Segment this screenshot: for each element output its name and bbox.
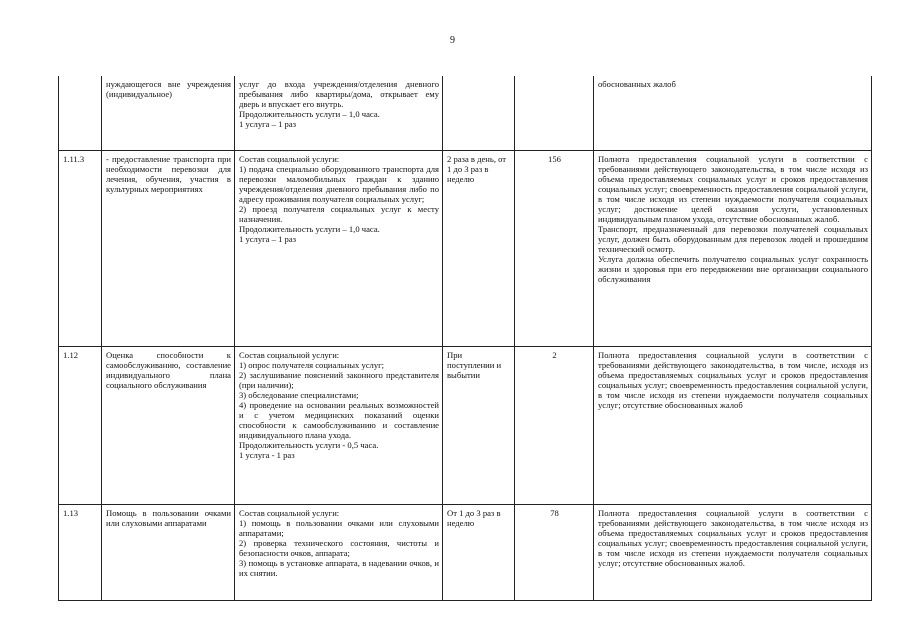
service-period: От 1 до 3 раз в неделю	[447, 507, 501, 528]
content-line: Продолжительность услуги – 1,0 часа.	[239, 109, 380, 120]
table-row	[59, 150, 872, 346]
service-name: Помощь в пользовании очками или слуховыми аппаратами	[106, 507, 231, 528]
table-row	[59, 346, 872, 504]
content-line: 1 услуга – 1 раз	[239, 233, 297, 244]
service-name: Оценка способности к самообслуживанию, составление индивидуального плана социального обслуживания	[106, 349, 231, 390]
service-period: 2 раза в день, от 1 до 3 раз в неделю	[447, 153, 507, 184]
service-name-cell	[102, 150, 235, 346]
content-line: Состав социальной услуги:	[239, 507, 340, 518]
service-period-cell	[443, 346, 515, 504]
service-period-cell	[443, 150, 515, 346]
service-content-cell	[235, 346, 443, 504]
content-line: Продолжительность услуги – 1,0 часа.	[239, 223, 380, 234]
criteria-line: обоснованных жалоб	[598, 79, 676, 89]
content-line: 3) обследование специалистами;	[239, 389, 359, 400]
service-count: 78	[550, 507, 559, 518]
content-line: Продолжительность услуги - 0,5 часа.	[239, 439, 379, 450]
service-content-cell	[235, 150, 443, 346]
service-criteria-cell	[594, 150, 872, 346]
table-row	[59, 504, 872, 600]
criteria-line: Полнота предоставления социальной услуги в соответствии с требованиями действующего законодательства, в том числе исходя из объема предоставляемых социальных услуг и сроков предоставления социальных услуг; своевременность предоставления социальной услуги, в том числе исходя из степени нуждаемости получателя социальных услуг; достижение целей оказания услуги, установленных индивидуальным планом ухода, отсутствие обоснованных жалоб.	[598, 153, 868, 224]
content-line: 2) заслушивание пояснений законного представителя (при наличии);	[239, 369, 439, 390]
content-line: 1 услуга – 1 раз	[239, 119, 297, 130]
service-count-cell	[515, 504, 594, 600]
service-name-cell	[102, 346, 235, 504]
service-name-cell	[102, 504, 235, 600]
service-period-cell	[443, 504, 515, 600]
service-count-cell	[515, 150, 594, 346]
service-number-cell	[59, 76, 102, 150]
service-name: - предоставление транспорта при необходимости перевозки для лечения, обучения, участия в культурных мероприятиях	[106, 153, 231, 194]
service-count-cell	[515, 346, 594, 504]
service-count-cell	[515, 76, 594, 150]
service-period-cell	[443, 76, 515, 150]
content-line: 2) проверка технического состояния, чистоты и безопасности очков, аппарата;	[239, 537, 439, 558]
content-line: Состав социальной услуги:	[239, 349, 340, 360]
service-number: 1.11.3	[63, 153, 85, 164]
criteria-line: Транспорт, предназначенный для перевозки получателей социальных услуг, должен быть оборудованным для перевозок людей и прошедшим технический осмотр.	[598, 223, 868, 254]
service-number-cell	[59, 504, 102, 600]
service-count: 156	[548, 153, 561, 164]
content-line: услуг до входа учреждения/отделения дневного пребывания либо квартиры/дома, открывает ему дверь и впускает его внутрь.	[239, 79, 439, 110]
content-line: 1) опрос получателя социальных услуг;	[239, 359, 385, 370]
criteria-line: Услуга должна обеспечить получателю социальных услуг сохранность жизни и здоровья при его передвижении вне организации социального обслуживания	[598, 253, 868, 285]
service-name: нуждающегося вне учреждения (индивидуальное)	[106, 79, 231, 100]
service-number-cell	[59, 346, 102, 504]
service-criteria-cell	[594, 76, 872, 150]
content-line: 2) проезд получателя социальных услуг к месту назначения.	[239, 203, 439, 224]
service-name-cell	[102, 76, 235, 150]
service-number-cell	[59, 150, 102, 346]
criteria-line: Полнота предоставления социальной услуги в соответствии с требованиями действующего законодательства, в том числе, исходя из объема предоставляемых социальных услуг и сроков предоставления социальных услуг; своевременность предоставления социальной услуги, в том числе исходя из степени нуждаемости получателя социальных услуг; отсутствие обоснованных жалоб	[598, 349, 868, 410]
page-number: 9	[450, 35, 455, 46]
service-period: При поступлении и выбытии	[447, 349, 502, 380]
content-line: 1) подача специально оборудованного транспорта для перевозки маломобильных граждан к зданию учреждения/отделения дневного пребывания либо по адресу проживания получателя социальных услуг;	[239, 163, 439, 204]
content-line: 1 услуга - 1 раз	[239, 449, 295, 460]
content-line: 4) проведение на основании реальных возможностей и с учетом медицинских показаний оценки способности к самообслуживанию и составление индивидуального плана ухода.	[239, 399, 439, 440]
service-count: 2	[552, 349, 557, 360]
table-row	[59, 76, 872, 150]
services-table	[58, 76, 872, 601]
content-line: Состав социальной услуги:	[239, 153, 340, 164]
service-criteria-cell	[594, 504, 872, 600]
service-number: 1.13	[63, 507, 79, 518]
service-number: 1.12	[63, 349, 79, 360]
content-line: 3) помощь в установке аппарата, в надевании очков, и их снятии.	[239, 557, 439, 578]
content-line: 1) помощь в пользовании очками или слуховыми аппаратами;	[239, 517, 439, 538]
service-content-cell	[235, 504, 443, 600]
criteria-line: Полнота предоставления социальной услуги в соответствии с требованиями действующего законодательства, в том числе исходя из объема предоставляемых социальных услуг и сроков предоставления социальных услуг; своевременность предоставления социальной услуги, в том числе исходя из степени нуждаемости получателя социальных услуг; отсутствие обоснованных жалоб.	[598, 507, 868, 568]
service-content-cell	[235, 76, 443, 150]
service-criteria-cell	[594, 346, 872, 504]
